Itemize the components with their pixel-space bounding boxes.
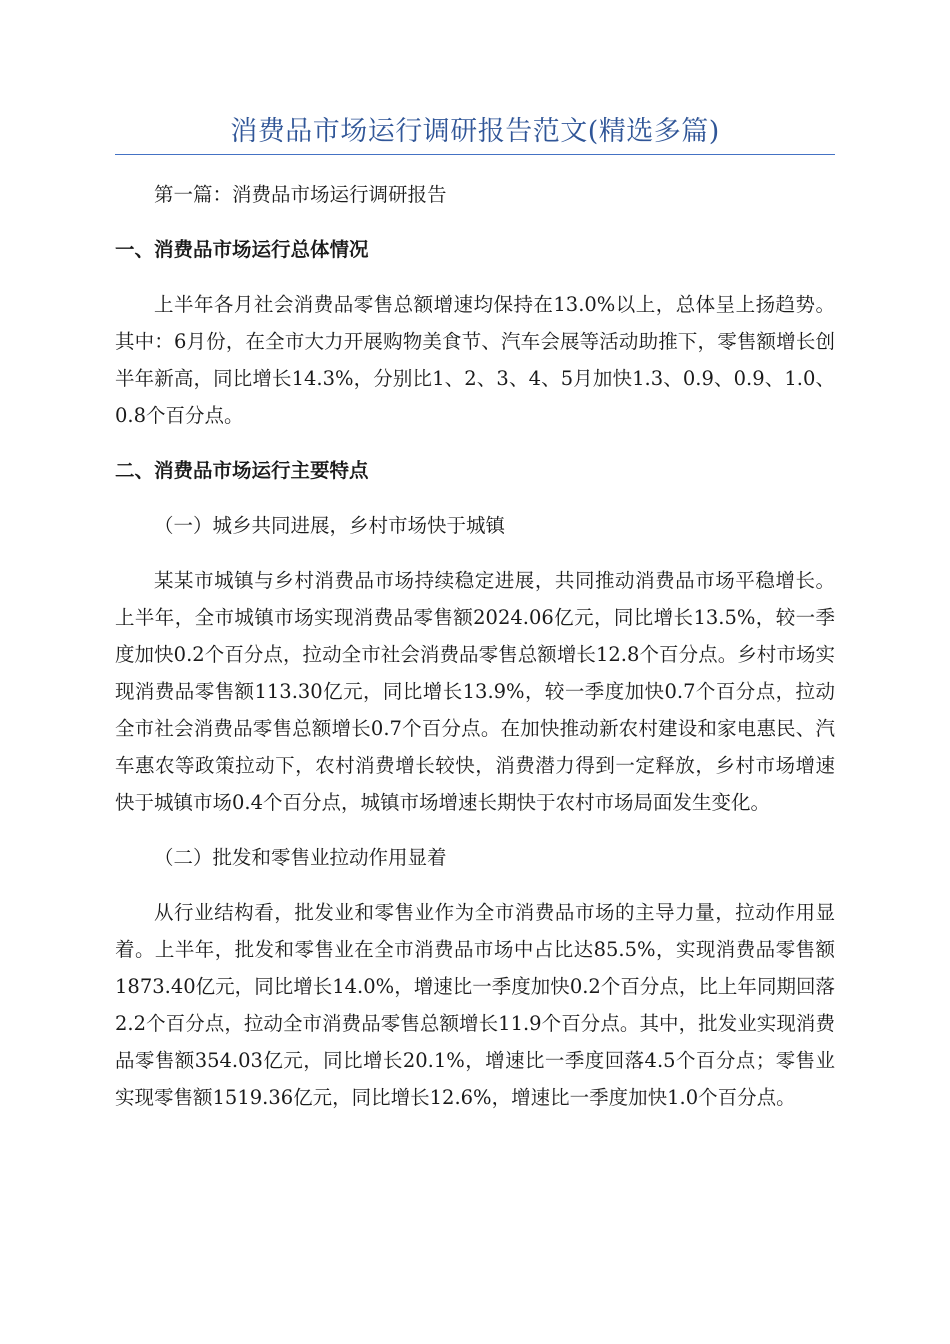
subsection-2-paragraph: 从行业结构看，批发业和零售业作为全市消费品市场的主导力量，拉动作用显着。上半年，批发和零售业在全市消费品市场中占比达85.5%，实现消费品零售额1873.40亿元，同比增长14.0%，增速比一季度加快0.2个百分点，比上年同期回落2.2个百分点，拉动全市消费品零售总额增长11.9个百分点。其中，批发业实现消费品零售额354.03亿元，同比增长20.1%，增速比一季度回落4.5个百分点；零售业实现零售额1519.36亿元，同比增长12.6%，增速比一季度加快1.0个百分点。: [115, 901, 835, 1109]
article-intro: 第一篇：消费品市场运行调研报告: [154, 183, 447, 206]
section-heading-2: 二、消费品市场运行主要特点: [115, 459, 369, 482]
document-title: 消费品市场运行调研报告范文(精选多篇): [230, 116, 720, 147]
document-body: [115, 176, 835, 1134]
subsection-heading-2: （二）批发和零售业拉动作用显着: [154, 846, 447, 869]
title-underline: [115, 154, 835, 155]
section-1-paragraph: 上半年各月社会消费品零售总额增速均保持在13.0%以上，总体呈上扬趋势。其中：6月份，在全市大力开展购物美食节、汽车会展等活动助推下，零售额增长创半年新高，同比增长14.3%，分别比1、2、3、4、5月加快1.3、0.9、0.9、1.0、0.8个百分点。: [115, 293, 835, 427]
subsection-1-paragraph: 某某市城镇与乡村消费品市场持续稳定进展，共同推动消费品市场平稳增长。上半年，全市城镇市场实现消费品零售额2024.06亿元，同比增长13.5%，较一季度加快0.2个百分点，拉动全市社会消费品零售总额增长12.8个百分点。乡村市场实现消费品零售额113.30亿元，同比增长13.9%，较一季度加快0.7个百分点，拉动全市社会消费品零售总额增长0.7个百分点。在加快推动新农村建设和家电惠民、汽车惠农等政策拉动下，农村消费增长较快，消费潜力得到一定释放，乡村市场增速快于城镇市场0.4个百分点，城镇市场增速长期快于农村市场局面发生变化。: [115, 569, 835, 814]
section-heading-1: 一、消费品市场运行总体情况: [115, 238, 369, 261]
subsection-heading-1: （一）城乡共同进展，乡村市场快于城镇: [154, 514, 506, 537]
